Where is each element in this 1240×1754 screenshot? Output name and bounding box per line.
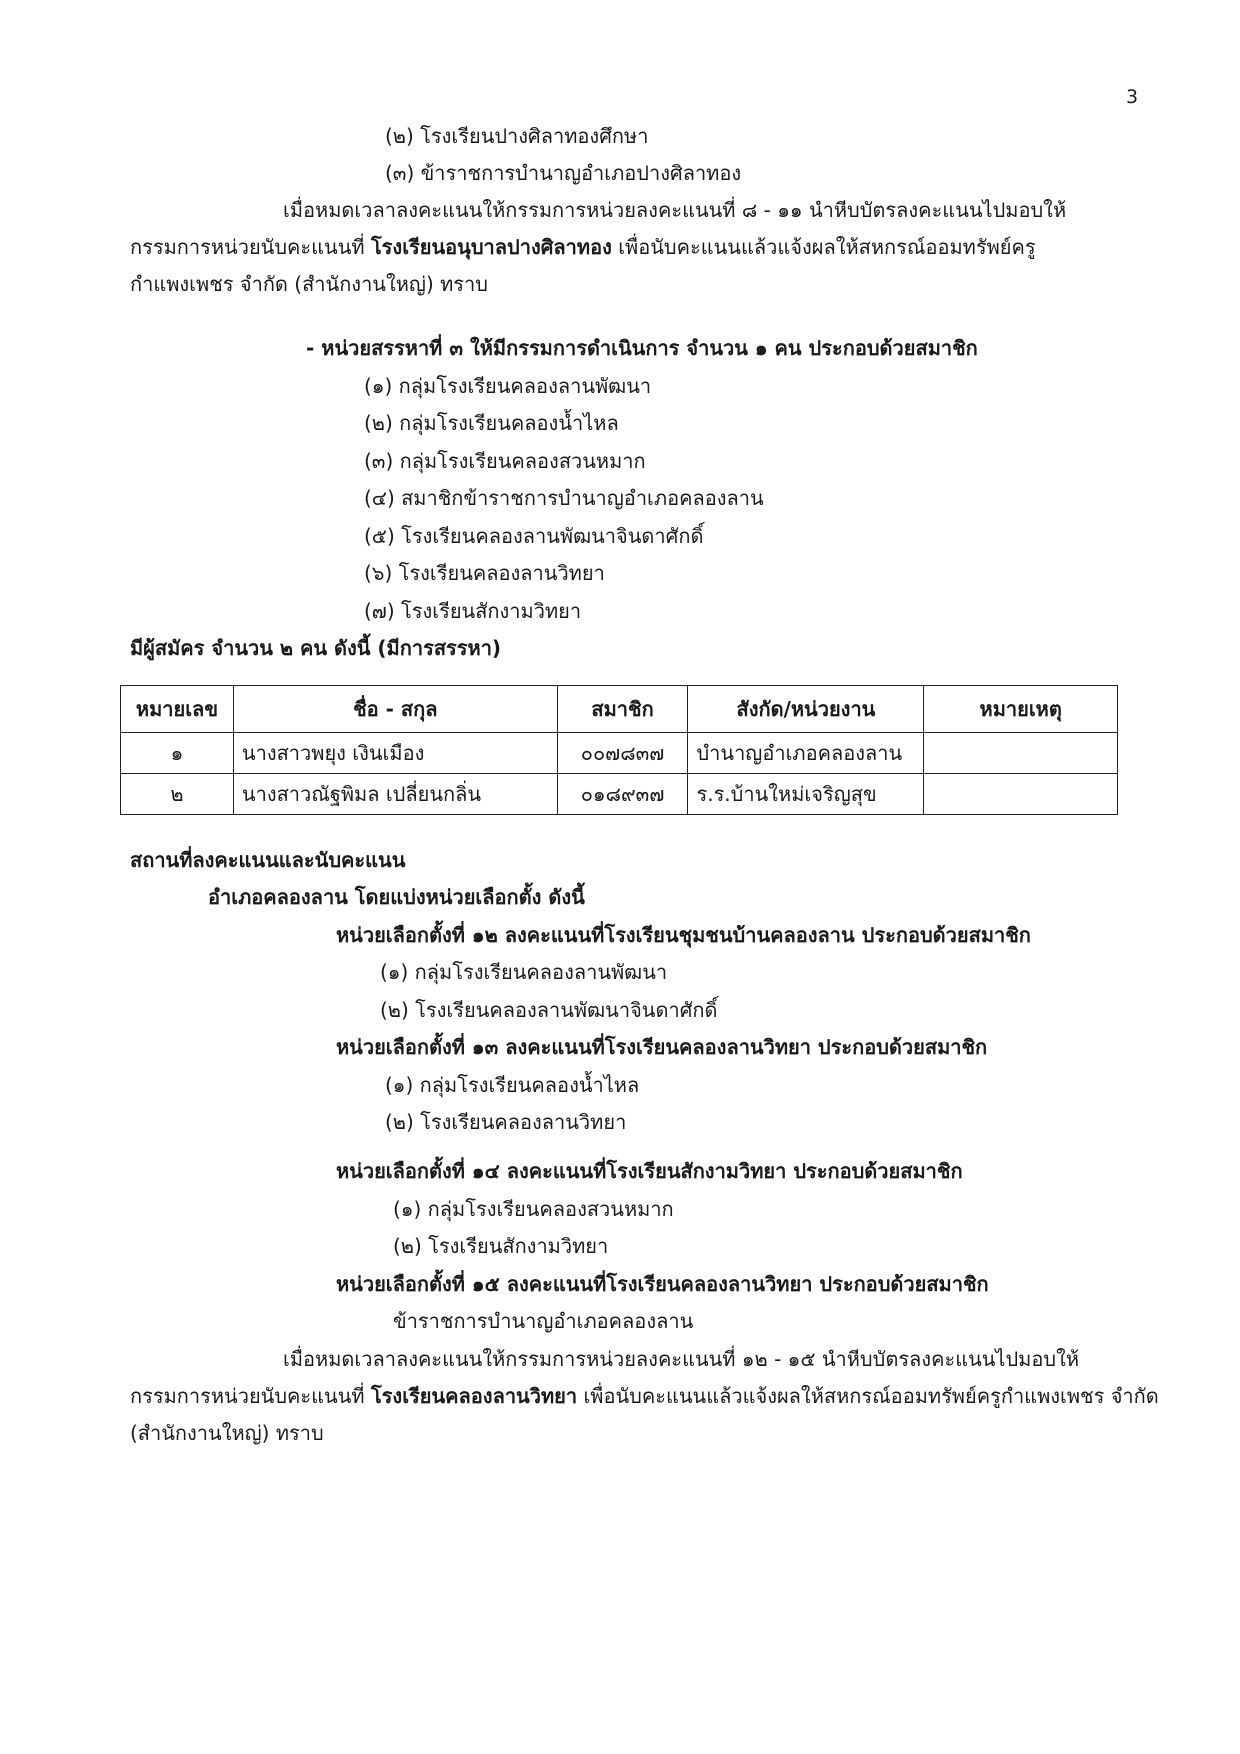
- paragraph-2-line-3: (สำนักงานใหญ่) ทราบ: [130, 1421, 324, 1445]
- unit-3-heading: - หน่วยสรรหาที่ ๓ ให้มีกรรมการดำเนินการ จำนวน ๑ คน ประกอบด้วยสมาชิก: [306, 336, 978, 360]
- counting-venue-name: โรงเรียนคลองลานวิทยา: [370, 1384, 578, 1408]
- venue-heading: สถานที่ลงคะแนนและนับคะแนน: [130, 848, 406, 872]
- unit-13-heading: หน่วยเลือกตั้งที่ ๑๓ ลงคะแนนที่โรงเรียนคลองลานวิทยา ประกอบด้วยสมาชิก: [336, 1035, 988, 1059]
- top-list-item: (๓) ข้าราชการบำนาญอำเภอปางศิลาทอง: [385, 161, 742, 185]
- cell-remarks: [924, 733, 1118, 774]
- cell-number: ๒: [121, 774, 234, 815]
- unit-3-member: (๖) โรงเรียนคลองลานวิทยา: [364, 561, 605, 585]
- unit-14-member: (๑) กลุ่มโรงเรียนคลองสวนหมาก: [393, 1197, 674, 1221]
- header-member: สมาชิก: [557, 686, 688, 733]
- unit-3-member: (๔) สมาชิกข้าราชการบำนาญอำเภอคลองลาน: [364, 486, 764, 510]
- header-affiliation: สังกัด/หน่วยงาน: [688, 686, 924, 733]
- text-run: เพื่อนับคะแนนแล้วแจ้งผลให้สหกรณ์ออมทรัพย์ครู: [611, 235, 1036, 259]
- unit-13-member: (๑) กลุ่มโรงเรียนคลองน้ำไหล: [385, 1073, 640, 1097]
- unit-12-heading: หน่วยเลือกตั้งที่ ๑๒ ลงคะแนนที่โรงเรียนชุมชนบ้านคลองลาน ประกอบด้วยสมาชิก: [336, 923, 1031, 947]
- paragraph-2-line-1: เมื่อหมดเวลาลงคะแนนให้กรรมการหน่วยลงคะแนนที่ ๑๒ - ๑๕ นำหีบบัตรลงคะแนนไปมอบให้: [283, 1347, 1080, 1371]
- cell-name: นางสาวพยุง เงินเมือง: [233, 733, 557, 774]
- table-row: [121, 733, 1118, 774]
- table-header-row: [121, 686, 1118, 733]
- cell-name: นางสาวณัฐพิมล เปลี่ยนกลิ่น: [233, 774, 557, 815]
- unit-3-member: (๒) กลุ่มโรงเรียนคลองน้ำไหล: [364, 411, 619, 435]
- unit-12-member: (๒) โรงเรียนคลองลานพัฒนาจินดาศักดิ์: [380, 998, 718, 1022]
- counting-venue-name: โรงเรียนอนุบาลปางศิลาทอง: [370, 235, 612, 259]
- candidates-heading: มีผู้สมัคร จำนวน ๒ คน ดังนี้ (มีการสรรหา): [130, 636, 502, 660]
- unit-3-member: (๑) กลุ่มโรงเรียนคลองลานพัฒนา: [364, 374, 652, 398]
- unit-3-member: (๗) โรงเรียนสักงามวิทยา: [364, 599, 582, 623]
- district-heading: อำเภอคลองลาน โดยแบ่งหน่วยเลือกตั้ง ดังนี้: [208, 885, 585, 909]
- cell-affiliation: บำนาญอำเภอคลองลาน: [688, 733, 924, 774]
- unit-14-member: (๒) โรงเรียนสักงามวิทยา: [393, 1234, 609, 1258]
- page-number: 3: [1126, 86, 1139, 108]
- unit-15-member: ข้าราชการบำนาญอำเภอคลองลาน: [393, 1309, 694, 1333]
- top-list-item: (๒) โรงเรียนปางศิลาทองศึกษา: [385, 124, 649, 148]
- unit-14-heading: หน่วยเลือกตั้งที่ ๑๔ ลงคะแนนที่โรงเรียนสักงามวิทยา ประกอบด้วยสมาชิก: [336, 1159, 963, 1183]
- table-row: [121, 774, 1118, 815]
- unit-3-member: (๓) กลุ่มโรงเรียนคลองสวนหมาก: [364, 449, 646, 473]
- unit-15-heading: หน่วยเลือกตั้งที่ ๑๕ ลงคะแนนที่โรงเรียนคลองลานวิทยา ประกอบด้วยสมาชิก: [336, 1272, 989, 1296]
- cell-remarks: [924, 774, 1118, 815]
- text-run: กรรมการหน่วยนับคะแนนที่: [130, 235, 371, 259]
- candidates-table: [120, 685, 1118, 815]
- paragraph-1-line-3: กำแพงเพชร จำกัด (สำนักงานใหญ่) ทราบ: [130, 272, 488, 296]
- cell-number: ๑: [121, 733, 234, 774]
- header-name: ชื่อ - สกุล: [233, 686, 557, 733]
- paragraph-1-line-2: [130, 233, 1036, 261]
- header-number: หมายเลข: [121, 686, 234, 733]
- cell-member-id: ๐๑๘๙๓๗: [557, 774, 688, 815]
- unit-3-member: (๕) โรงเรียนคลองลานพัฒนาจินดาศักดิ์: [364, 524, 704, 548]
- header-remarks: หมายเหตุ: [924, 686, 1118, 733]
- text-run: เพื่อนับคะแนนแล้วแจ้งผลให้สหกรณ์ออมทรัพย์ครูกำแพงเพชร จำกัด: [577, 1384, 1159, 1408]
- paragraph-2-line-2: [130, 1382, 1159, 1410]
- text-run: กรรมการหน่วยนับคะแนนที่: [130, 1384, 371, 1408]
- unit-13-member: (๒) โรงเรียนคลองลานวิทยา: [385, 1110, 627, 1134]
- cell-affiliation: ร.ร.บ้านใหม่เจริญสุข: [688, 774, 924, 815]
- cell-member-id: ๐๐๗๘๓๗: [557, 733, 688, 774]
- unit-12-member: (๑) กลุ่มโรงเรียนคลองลานพัฒนา: [380, 960, 668, 984]
- paragraph-1-line-1: เมื่อหมดเวลาลงคะแนนให้กรรมการหน่วยลงคะแนนที่ ๘ - ๑๑ นำหีบบัตรลงคะแนนไปมอบให้: [283, 198, 1067, 222]
